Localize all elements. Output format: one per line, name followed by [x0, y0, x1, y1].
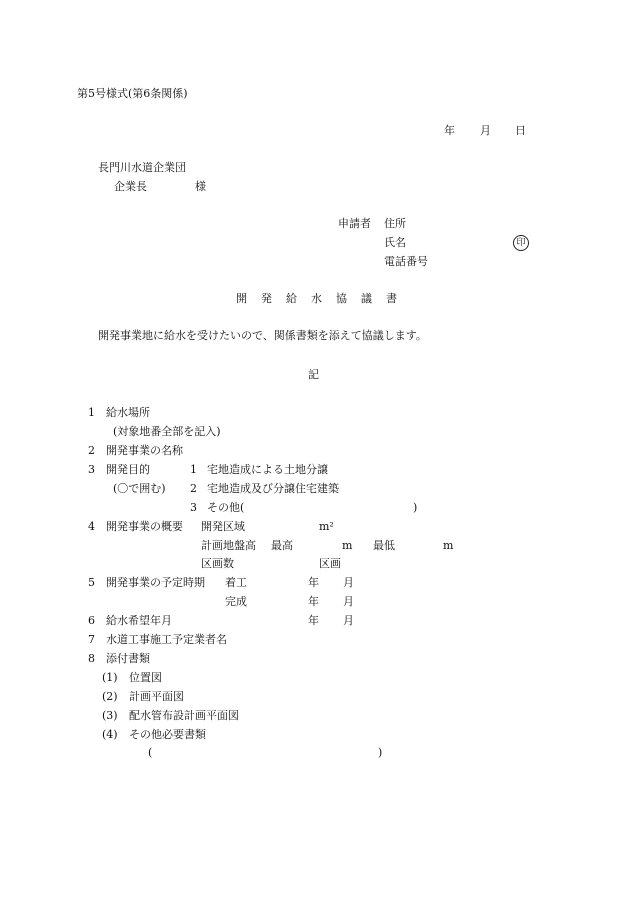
date-month: 月	[480, 124, 491, 137]
other-docs-open: (	[148, 746, 153, 759]
purpose-option-num: 1	[190, 463, 197, 476]
attachment-num: (2)	[102, 690, 118, 703]
address-label: 住所	[384, 217, 406, 230]
item-2-num: 2	[88, 444, 95, 457]
attachment-num: (1)	[102, 671, 118, 684]
attachment-text: 配水管布設計画平面図	[129, 709, 239, 722]
area-label: 開発区域	[201, 520, 245, 533]
item-4-label: 開発事業の概要	[106, 520, 183, 533]
doc-title-char: 協	[336, 292, 347, 305]
start-month: 月	[343, 576, 354, 589]
start-year: 年	[308, 576, 319, 589]
item-1-num: 1	[88, 406, 95, 419]
item-3-num: 3	[88, 463, 95, 476]
min-label: 最低	[373, 539, 395, 552]
doc-title-char: 議	[361, 292, 372, 305]
doc-title-char: 開	[236, 292, 247, 305]
item-5-label: 開発事業の予定時期	[106, 576, 205, 589]
item-6-label: 給水希望年月	[106, 614, 172, 627]
purpose-option-num: 2	[190, 482, 197, 495]
purpose-option-close: )	[413, 501, 418, 514]
lots-label: 区画数	[201, 557, 234, 570]
supply-month: 月	[343, 614, 354, 627]
doc-title-char: 水	[311, 292, 322, 305]
item-7-label: 水道工事施工予定業者名	[106, 633, 227, 646]
end-year: 年	[308, 595, 319, 608]
item-3-label: 開発目的	[106, 463, 150, 476]
addressee-org: 長門川水道企業団	[98, 161, 186, 174]
item-3-sub: (〇で囲む)	[113, 482, 166, 495]
date-year: 年	[444, 124, 455, 137]
item-4-num: 4	[88, 520, 95, 533]
intro-text: 開発事業地に給水を受けたいので、関係書類を添えて協議します。	[98, 329, 427, 342]
end-label: 完成	[225, 595, 247, 608]
addressee-title: 企業長	[114, 180, 147, 193]
applicant-label: 申請者	[338, 217, 371, 230]
purpose-option-num: 3	[190, 501, 197, 514]
date-day: 日	[515, 124, 526, 137]
attachment-num: (4)	[102, 728, 118, 741]
max-unit: m	[342, 539, 353, 552]
item-7-num: 7	[88, 633, 95, 646]
attachment-text: 計画平面図	[129, 690, 184, 703]
purpose-option-text: 宅地造成及び分譲住宅建築	[207, 482, 339, 495]
purpose-option-text: その他(	[207, 501, 245, 514]
item-8-num: 8	[88, 652, 95, 665]
attachment-num: (3)	[102, 709, 118, 722]
area-unit: m²	[319, 520, 334, 533]
end-month: 月	[343, 595, 354, 608]
item-6-num: 6	[88, 614, 95, 627]
form-id: 第5号様式(第6条関係)	[77, 87, 188, 100]
start-label: 着工	[225, 576, 247, 589]
ground-label: 計画地盤高	[201, 539, 256, 552]
doc-title-char: 書	[386, 292, 397, 305]
doc-title-char: 発	[261, 292, 272, 305]
attachment-text: その他必要書類	[129, 728, 206, 741]
item-5-num: 5	[88, 576, 95, 589]
item-8-label: 添付書類	[106, 652, 150, 665]
item-1-label: 給水場所	[106, 406, 150, 419]
ki-label: 記	[308, 368, 319, 381]
seal-mark: 印	[513, 235, 529, 251]
phone-label: 電話番号	[384, 255, 428, 268]
other-docs-close: )	[378, 746, 383, 759]
doc-title-char: 給	[286, 292, 297, 305]
supply-year: 年	[308, 614, 319, 627]
addressee-sama: 様	[195, 180, 206, 193]
name-label: 氏名	[384, 236, 406, 249]
max-label: 最高	[271, 539, 293, 552]
attachment-text: 位置図	[129, 671, 162, 684]
item-2-label: 開発事業の名称	[106, 444, 183, 457]
item-1-sub: (対象地番全部を記入)	[113, 425, 221, 438]
min-unit: m	[443, 539, 454, 552]
purpose-option-text: 宅地造成による土地分譲	[207, 463, 328, 476]
lots-unit: 区画	[319, 557, 341, 570]
